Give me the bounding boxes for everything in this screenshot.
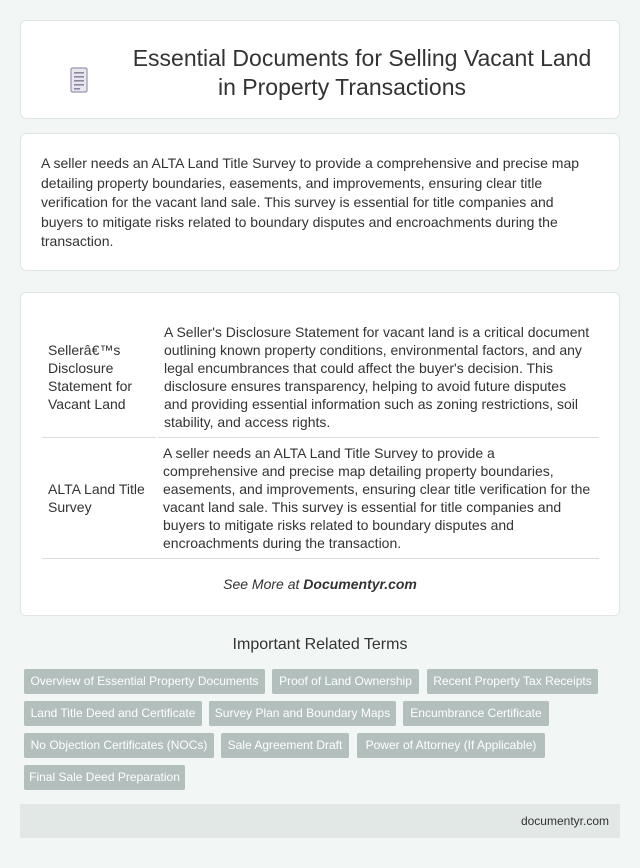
- related-tag[interactable]: Proof of Land Ownership: [272, 669, 419, 694]
- see-more-link[interactable]: [21, 576, 619, 592]
- related-tag[interactable]: Overview of Essential Property Documents: [24, 669, 265, 694]
- related-tag[interactable]: Sale Agreement Draft: [221, 733, 349, 758]
- related-tag[interactable]: Power of Attorney (If Applicable): [357, 733, 545, 758]
- intro-paragraph: A seller needs an ALTA Land Title Survey to provide a comprehensive and precise map detailing property boundaries, easements, and improvements, ensuring clear title verification for the vacant land sale. This survey is essential for title companies and buyers to mitigate risks related to boundary disputes and encroachments during the transaction.: [41, 155, 580, 249]
- table-row: [42, 317, 599, 438]
- intro-card: [20, 133, 620, 271]
- related-terms-heading: Important Related Terms: [232, 636, 408, 653]
- page-title: Essential Documents for Selling Vacant Land in Property Transactions: [132, 45, 592, 100]
- related-tag[interactable]: Encumbrance Certificate: [403, 701, 549, 726]
- table-row: [42, 438, 599, 559]
- related-tag[interactable]: Recent Property Tax Receipts: [427, 669, 598, 694]
- row-term: ALTA Land Title Survey: [42, 438, 157, 559]
- footer: [20, 804, 620, 838]
- footer-site-link[interactable]: documentyr.com: [520, 814, 609, 828]
- see-more-site: Documentyr.com: [303, 576, 417, 592]
- related-tag[interactable]: Final Sale Deed Preparation: [24, 765, 185, 790]
- related-tag[interactable]: No Objection Certificates (NOCs): [24, 733, 214, 758]
- row-term: Sellerâ€™s Disclosure Statement for Vacant Land: [42, 317, 157, 438]
- row-description: A seller needs an ALTA Land Title Survey to provide a comprehensive and precise map detailing property boundaries, easements, and improvements, ensuring clear title verification for the vacant land sale. This survey is essential for title companies and buyers to mitigate risks related to boundary disputes and encroachments during the transaction.: [157, 438, 599, 559]
- documents-table: [42, 317, 599, 559]
- related-tag[interactable]: Land Title Deed and Certificate: [24, 701, 202, 726]
- related-tag[interactable]: Survey Plan and Boundary Maps: [209, 701, 396, 726]
- documents-table-card: [20, 292, 620, 616]
- row-description: A Seller's Disclosure Statement for vacant land is a critical document outlining known property conditions, environmental factors, and any legal encumbrances that could affect the buyer's decision. This disclosure ensures transparency, helping to avoid future disputes and providing essential information such as zoning restrictions, soil stability, and access rights.: [157, 317, 599, 438]
- header-card: [20, 20, 620, 119]
- see-more-prefix: See More at: [223, 576, 304, 592]
